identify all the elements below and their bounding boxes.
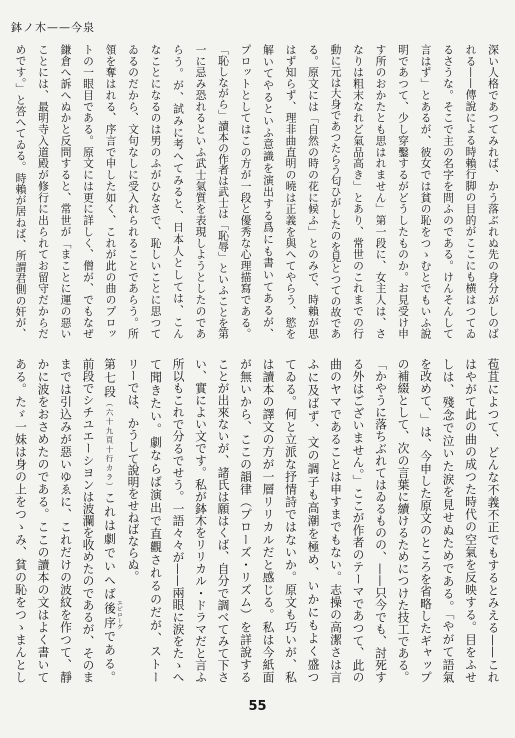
text-column: なりは粗末なれど氣品高き」とあり、常世のこれまでの行 [352,44,365,339]
text-column: リーでは、かうして說明をせねばならぬ。 [126,358,140,583]
text-column: はやがて此の曲の成つた時代の空氣を反映する。目をふせ [463,358,478,683]
text-column: 「かやうに落ちぶれてはゐるものの、——只今でも、討死す [373,358,388,683]
text-column: 明であつて、少し穿鑿するがどうしたものか。お見受け申 [397,44,410,339]
text-column: 言はず」とあるが、彼女では貧の恥をつゝむとでもいふ說 [419,44,433,339]
text-column: い、實によい文です。私が鉢木をリリカル・ドラマだと言ふ [193,358,208,683]
text-column: て聞きたい。劇ならば演出で直觀されるのだが、ストー [148,358,163,683]
ruby-reading: エピローグ [115,600,122,630]
page-number: 55 [248,699,267,714]
text-column: プロットとしてはこの方が一段と優秀な心理描寫である。 [239,44,253,339]
text-column: るさうな。そこで主の名字を問ふのである。けんそんして [442,44,455,339]
upper-text-tier [9,44,504,339]
text-run: 第七段 [102,358,117,400]
text-column: めです。」と答へてゐる。時賴が居ねば、所謂君側の奸が、 [14,44,28,339]
text-column: 前段でシチユエーシヨンは波瀾を收めたのであるが、そのま [81,358,95,683]
text-column: なことになるのは男のふがひなさで、恥しいことに思つて [149,44,163,339]
lower-text-tier [9,358,504,683]
text-column: ことが出來ないが、諸氏は願はくば、自分で調べてみて下さ [216,358,230,683]
text-column: 曲のヤマであることは申すまでもない。志操の高潔さは言 [328,358,343,683]
text-column: 解いてやるといふ意識を演出する爲にも書いてあるが、 [262,44,275,339]
text-column: てゐる。何と立派な抒情詩ではないか。原文も巧いが、私 [283,358,298,683]
text-column: れる——傳說による時賴行脚の目的がここにも横はつてゐ [464,44,478,339]
text-column: ある。たゞ一妹は身の上をつゝみ、貧の恥をつゝまんとし [13,358,28,683]
text-column: ゐるのだから、文句なしに受入れられることであらう。所 [127,44,140,339]
text-column: す所のおかたとも思はれません」第一段に、女主人は、さ [374,44,388,339]
ruby-annotated-word [102,600,122,630]
text-column: 深い人格であつてみれば、かう落ぶれぬ先の身分がしのば [487,44,500,339]
text-column: までは引込みが惡いゆゑに、これだけの波紋を作つて、靜 [58,358,73,683]
text-column: 苞苴によつて、どんな不義不正でもするとみえる——これ [486,358,500,683]
text-column: かに波をおさめたのである。ここの讀本の文はよく書いて [36,358,50,683]
text-column: 所以もこれで分るでせう。一語々々が——兩眼に涙をたゝへ [171,358,185,683]
text-run: である。 [102,628,117,684]
text-column: 「恥しながら」讀本の作者は武士は「恥辱」といふことを第 [217,44,230,339]
text-column: が無いから、ここの韻律（プローズ・リズム）を詳說する [238,358,253,683]
text-column: の補綴として、次の言葉に續けるためにつけた技工である。 [396,358,410,683]
text-column: しは、殘念で泣いた涙を見せぬためである。「やがて語氣 [441,358,455,683]
text-column: らう。が、試みに考へてみると、日本人としては、こん [172,44,185,339]
text-column [99,358,122,683]
text-column: ことには、最明寺入道殿が修行に出られてお留守だからだ [37,44,50,339]
text-column: 鎌倉へ訴へぬかと反問すると、常世が「まことに運の惡い [59,44,73,339]
running-head: 鉢ノ木——今泉 [11,21,95,34]
ruby-base: 後序 [102,600,117,630]
text-column: は讀本の譯文の方が一層リリカルだと感じる。私は今紙面 [261,358,275,683]
text-column: る外はございません。」ここが作者のテーマであつて、此の [351,358,365,683]
text-column: る。原文には「自然の時の花に候ふ」とのみで、時賴が思 [307,44,320,339]
text-column: 動に元は大身であつたらう匂ひがしたのを見とつての故であ [329,44,343,339]
text-column: ふに及ばず、文の調子も高潮を極め、いかにもよく盛つ [306,358,320,683]
text-run: これは劇でいへば [102,491,117,602]
text-column: 一に忌み恐れるといふ武士氣質を表現しようとしたのであ [194,44,208,339]
inline-note: （六十九頁十行カラ） [105,399,115,492]
text-column: を改めて、」は、今申した原文のところを省略したギャップ [418,358,433,683]
text-column: はず知らず、理非曲直明の曉は正義を與へてやらう、慾を [284,44,298,339]
text-column: トの一眼目である。原文には更に詳しく、僧が、でもなぜ [82,44,95,339]
text-column: 領を奪はれる、序言で申した如く、これが此の曲のプロッ [104,44,118,339]
